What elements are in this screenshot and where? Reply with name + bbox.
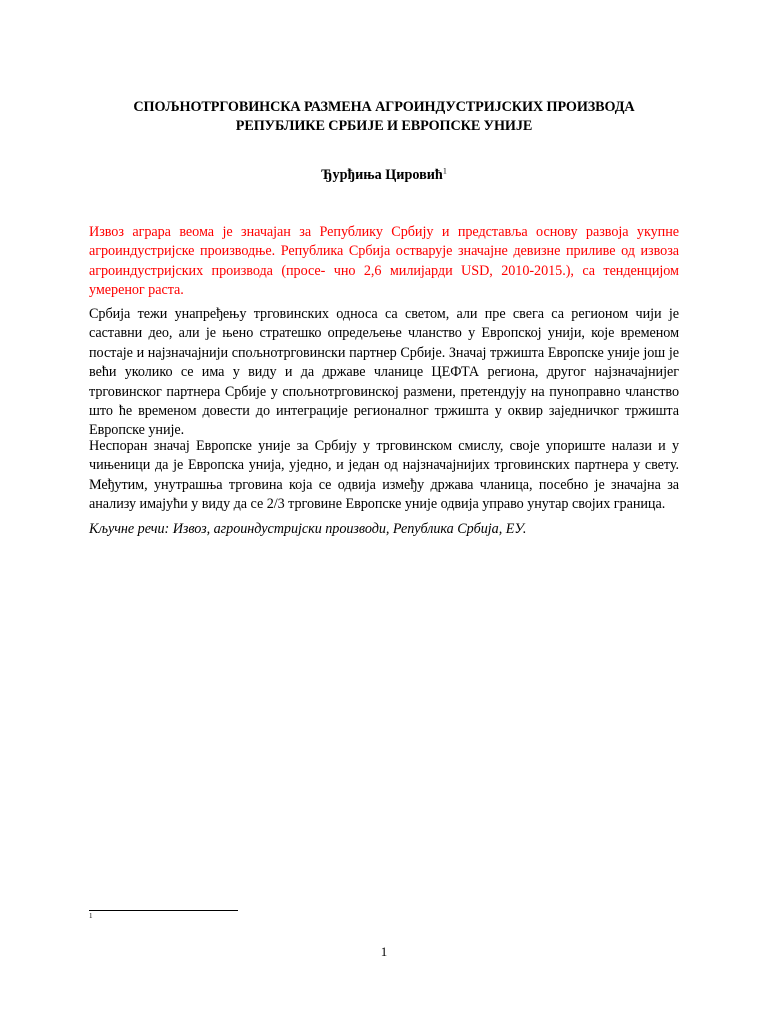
- paper-title: СПОЉНОТРГОВИНСКА РАЗМЕНА АГРОИНДУСТРИЈСКИХ ПРОИЗВОДА РЕПУБЛИКЕ СРБИЈЕ И ЕВРОПСКЕ УНИЈЕ: [133, 99, 635, 134]
- abstract-paragraph: Неспоран значај Европске уније за Србију у трговинском смислу, своје упориште налази и у чињеници да је Европска унија, уједно, и један од најзначајнијих трговинских партнера у свету. Међутим, унутрашња трговина која се одвија између држава чланица, посебно је значајна за анализу имајући у виду да се 2/3 трговине Европске уније одвија управо унутар својих граница.: [89, 438, 679, 513]
- keywords-line: Кључне речи: Извоз, агроиндустријски производи, Република Србија, ЕУ.: [89, 521, 527, 537]
- author-line: [88, 166, 680, 185]
- footnote-marker: 1: [89, 912, 93, 920]
- abstract-paragraph: Србија тежи унапређењу трговинских односа са светом, али пре свега са регионом чији је саставни део, али је њено стратешко опредељење чланство у Европској унији, које временом постаје и најзначајнији спољнотрговински партнер Србије. Значај тржишта Европске уније још је већи уколико се има у виду и да државе чланице ЦЕФТА региона, другог најзначајнијег трговинског партнера Србије у спољнотрговинској размени, претендују на пуноправно чланство што ће временом довести до интеграције регионалног тржишта у оквир заједничког тржишта Европске уније.: [89, 306, 679, 439]
- footnote-separator: [89, 910, 238, 911]
- author-name: Ђурђиња Цировић: [321, 167, 443, 183]
- page-number: 1: [380, 944, 388, 959]
- abstract-paragraph-highlighted: Извоз аграра веома је значајан за Републику Србију и представља основу развоја укупне агроиндустријске производње. Република Србија остварује значајне девизне приливе од извоза агроиндустријских производа (просе- чно 2,6 милијарди USD, 2010-2015.), са тенденцијом умереног раста.: [89, 224, 679, 299]
- author-footnote-marker[interactable]: 1: [442, 166, 447, 176]
